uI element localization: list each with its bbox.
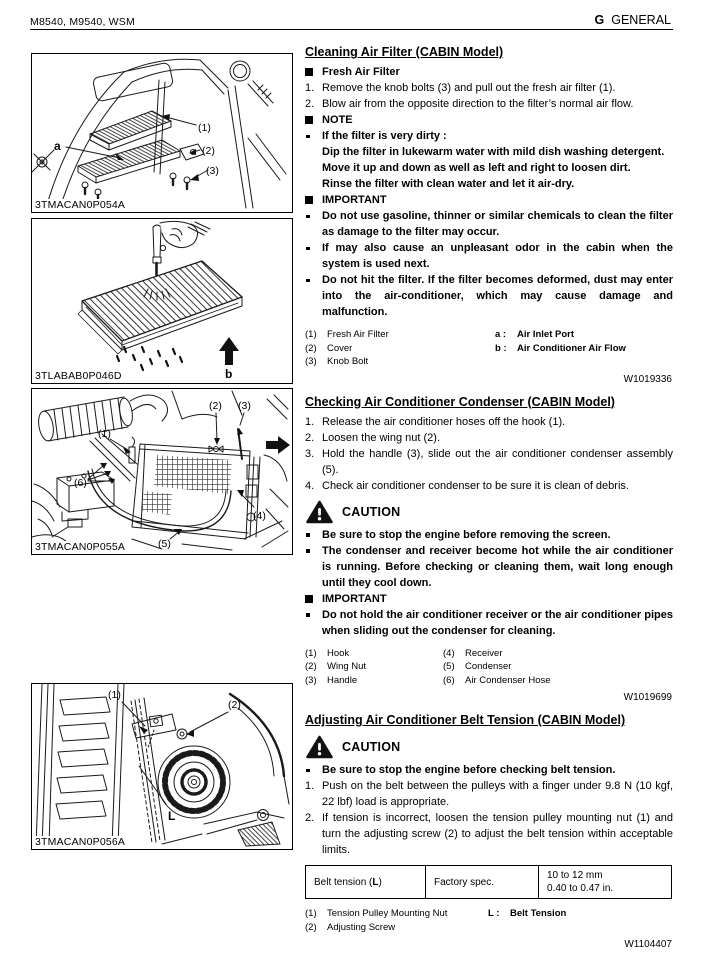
part-name: Knob Bolt [327,356,369,367]
dot-bullet-icon [305,128,322,192]
dot-bullet-icon [305,762,322,778]
important-item-row [305,240,673,272]
square-bullet-icon [305,591,322,607]
part-number: (1) [305,908,317,919]
important-heading-row [305,192,673,208]
fig3-label-3: (3) [238,400,251,412]
square-bullet-icon [305,112,322,128]
step-number: 1. [305,780,315,792]
dot-bullet-icon [305,543,322,591]
parts-legend [305,907,673,934]
part-number: (4) [443,647,455,659]
part-item [305,921,488,935]
important-item-row [305,272,673,320]
part-number: (2) [305,342,317,354]
parts-column-left [305,328,495,369]
step-text: Release the air conditioner hoses off the hook (1). [322,415,566,428]
square-bullet-icon [305,64,322,80]
step-number: 2. [305,431,315,444]
dot-bullet-icon [305,272,322,320]
caution-item-row [305,543,673,591]
reference-number: W1104407 [624,939,672,950]
caution-header [306,500,673,524]
spec-item-letter: L [372,876,379,888]
step-text: Push on the belt between the pulleys with a finger under 9.8 N (10 kgf, 22 lbf) load is appropriate. [322,780,673,808]
section-title-cleaning-air-filter: Cleaning Air Filter (CABIN Model) [305,45,504,59]
header-section [595,13,671,27]
dot-bullet-icon [305,240,322,272]
step-row [305,810,673,858]
belt-tension-drawing [32,684,289,846]
part-name: Adjusting Screw [327,921,396,933]
caution-item-row [305,527,673,543]
header-model-text: M8540, M9540, WSM [30,16,135,28]
note-line: Dip the filter in lukewarm water with mild dish washing detergent. [322,146,665,158]
part-item [495,342,626,356]
parts-column-left [305,907,488,934]
part-name: Air Inlet Port [517,329,575,340]
part-letter: a : [495,329,507,340]
part-number: (2) [305,921,317,933]
caution-label: CAUTION [342,504,401,519]
step-number: 3. [305,447,315,460]
part-letter: L : [488,908,500,919]
step-text: Remove the knob bolts (3) and pull out the fresh air filter (1). [322,82,616,94]
note-line: Rinse the filter with clean water and let it air-dry. [322,178,575,190]
parts-column-right [488,907,566,934]
step-number: 2. [305,812,315,824]
subheading-row [305,64,673,80]
step-row [305,430,673,446]
caution-item: The condenser and receiver become hot while the air conditioner is running. Before checking or cleaning them, wait long enough until they cool down. [322,544,673,589]
part-name: Wing Nut [327,661,367,672]
caution-triangle-icon [306,500,333,524]
subheading-fresh-air-filter: Fresh Air Filter [322,66,400,78]
part-item [488,907,566,921]
part-number: (5) [443,661,455,672]
spec-item-text: ) [378,876,382,888]
step-row [305,414,673,430]
figure-belt-tension [31,683,293,850]
figure-filter-cleaning [31,218,293,384]
step-row [305,478,673,494]
step-number: 4. [305,479,315,492]
parts-legend [305,647,673,688]
part-item [305,674,443,688]
note-item-row [305,128,673,192]
fig3-label-6: (6) [74,477,87,489]
part-name: Fresh Air Filter [327,329,389,340]
important-item: Do not hit the filter. If the filter becomes deformed, dust may enter into the air-conditioner, which may cause damage and malfunction. [322,274,673,318]
part-item [305,355,495,369]
step-number: 1. [305,415,315,428]
text-column [305,44,673,959]
caution-item-row [305,762,673,778]
part-number: (3) [305,356,317,367]
condenser-drawing [32,389,289,551]
part-name: Condenser [465,661,512,672]
part-item [443,647,551,661]
filter-cleaning-drawing [32,219,289,380]
fig4-label-1: (1) [108,689,121,701]
fig3-label-2: (2) [209,400,222,412]
part-name: Receiver [465,647,503,659]
parts-column-right [443,647,551,688]
note-title: If the filter is very dirty : [322,130,447,142]
spec-item-cell [306,866,426,899]
important-label: IMPORTANT [322,592,387,605]
step-row [305,778,673,810]
caution-label: CAUTION [342,740,401,754]
part-number: (1) [305,329,317,340]
important-heading-row [305,591,673,607]
fig3-label-5: (5) [158,538,171,550]
section-title-checking-condenser: Checking Air Conditioner Condenser (CABIN Model) [305,394,615,409]
part-name: Hook [327,647,350,659]
figure-caption: 3TMACAN0P054A [34,199,128,211]
part-number: (6) [443,674,455,686]
part-name: Air Conditioner Air Flow [517,342,626,354]
fig1-label-a: a [54,139,61,153]
reference-number: W1019699 [623,692,672,703]
step-text: If tension is incorrect, loosen the tension pulley mounting nut (1) and turn the adjusting screw (2) to adjust the belt tension within acceptable limits. [322,812,673,856]
part-item [305,907,488,921]
parts-column-right [495,328,626,369]
part-item [305,342,495,356]
step-row [305,446,673,478]
fig4-label-2: (2) [228,699,241,711]
figure-fresh-air-filter-location [31,53,293,213]
part-item [305,647,443,661]
fig3-label-1: (1) [98,428,111,440]
part-name: Handle [327,674,358,686]
step-number: 2. [305,98,315,110]
fig1-label-2: (2) [202,145,215,157]
part-number: (2) [305,661,317,672]
step-row [305,96,673,112]
fresh-air-filter-drawing [32,54,289,209]
dot-bullet-icon [305,607,322,639]
part-name: Cover [327,342,353,354]
note-line: Move it up and down as well as left and right to loosen dirt. [322,162,631,174]
spec-type-cell: Factory spec. [426,866,539,899]
caution-item: Be sure to stop the engine before checking belt tension. [322,764,616,776]
part-letter: b : [495,342,507,354]
part-number: (3) [305,674,317,686]
fig1-label-1: (1) [198,122,211,134]
fig1-label-3: (3) [206,165,219,177]
note-body [322,128,673,192]
spec-value-in: 0.40 to 0.47 in. [547,883,614,894]
reference-number: W1019336 [623,373,672,385]
note-label: NOTE [322,114,353,126]
figure-condenser-location [31,388,293,555]
part-name: Air Condenser Hose [465,674,551,686]
part-name: Tension Pulley Mounting Nut [327,908,448,919]
important-item: If may also cause an unpleasant odor in the cabin when the system is used next. [322,242,673,270]
dot-bullet-icon [305,208,322,240]
step-number: 1. [305,82,315,94]
important-item-row [305,607,673,639]
step-text: Loosen the wing nut (2). [322,431,441,444]
header-section-letter: G [594,13,605,27]
figure-caption: 3TMACAN0P056A [34,836,128,848]
step-row [305,80,673,96]
caution-item: Be sure to stop the engine before removing the screen. [322,528,611,541]
note-heading-row [305,112,673,128]
important-label: IMPORTANT [322,194,387,206]
important-item: Do not use gasoline, thinner or similar chemicals to clean the filter as damage to the filter may occur. [322,210,673,238]
fig3-label-4: (4) [253,510,266,522]
spec-value-cell [539,866,672,899]
important-item-row [305,208,673,240]
belt-tension-spec-table [305,865,672,899]
step-text: Blow air from the opposite direction to the filter’s normal air flow. [322,98,634,110]
part-item [443,674,551,688]
dot-bullet-icon [305,527,322,543]
important-item: Do not hold the air conditioner receiver or the air conditioner pipes when sliding out the condenser for cleaning. [322,608,673,637]
parts-legend [305,328,673,369]
spec-item-text: Belt tension ( [314,876,373,888]
spec-value-mm: 10 to 12 mm [547,870,603,881]
step-text: Hold the handle (3), slide out the air conditioner condenser assembly (5). [322,447,673,476]
part-name: Belt Tension [510,908,567,919]
figure-caption: 3TMACAN0P055A [34,541,128,553]
figure-caption: 3TLABAB0P046D [34,370,125,382]
header-section-name: GENERAL [611,13,671,27]
caution-header [306,735,673,759]
caution-triangle-icon [306,735,333,759]
part-item [305,328,495,342]
fig2-label-b: b [225,367,233,381]
fig4-label-L: L [168,809,176,823]
parts-column-left [305,647,443,688]
part-number: (1) [305,647,317,659]
part-item [495,328,626,342]
header-rule [30,29,673,30]
part-item [305,660,443,674]
section-title-belt-tension: Adjusting Air Conditioner Belt Tension (CABIN Model) [305,713,626,727]
square-bullet-icon [305,192,322,208]
step-text: Check air conditioner condenser to be sure it is clean of debris. [322,479,629,492]
part-item [443,660,551,674]
